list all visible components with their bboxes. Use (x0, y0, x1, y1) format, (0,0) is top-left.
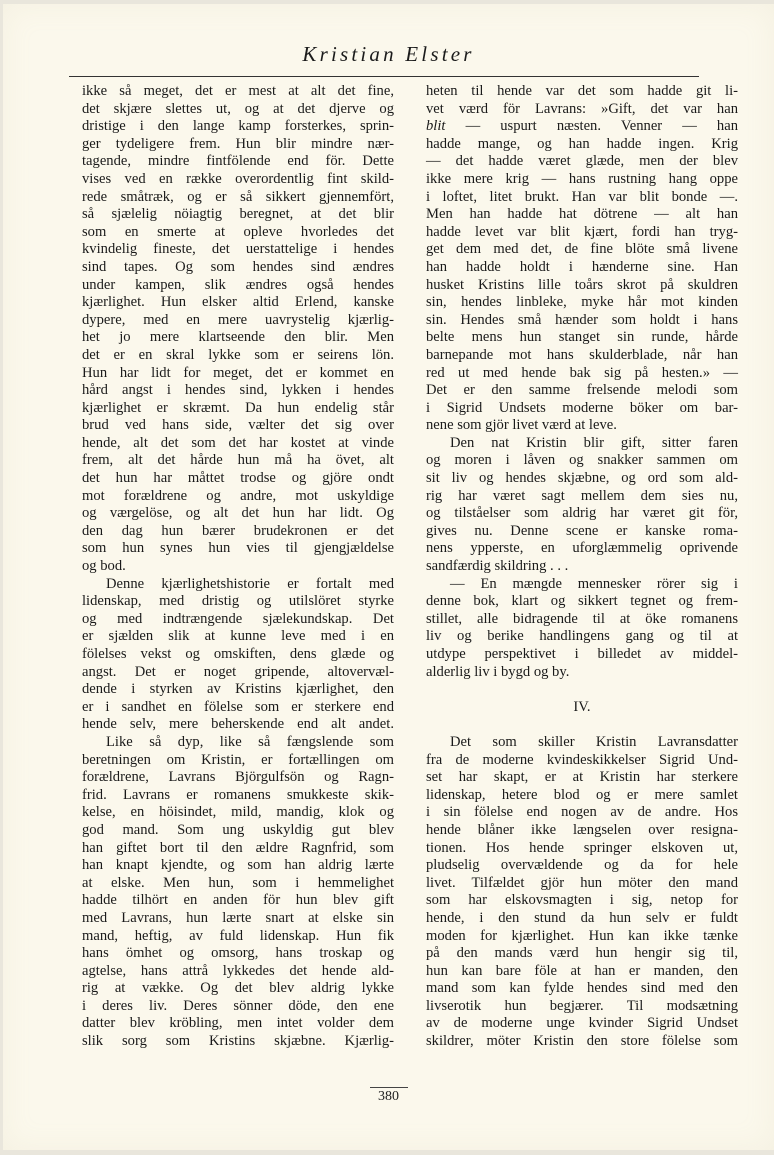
text-line: beretningen om Kristin, er fortællingen om (82, 751, 394, 768)
paragraph-start-line: — En mængde mennesker rörer sig i (450, 575, 738, 592)
text-line: forældrene, Lavrans Björgulfsön og Ragn- (82, 769, 394, 786)
text-line: hende, i den stund da hun selv er fuldt (426, 909, 738, 926)
text-line: og tilståelser som aldrig har været git för, (426, 505, 738, 522)
text-line: dypere, med en mere uavrystelig kjærlig- (82, 311, 394, 328)
spacer (426, 681, 738, 699)
text-line: fölelses vekst og omskiften, dens glæde og (82, 646, 394, 662)
text-line: hadde mange, og han hadde ingen. Krig (426, 135, 738, 152)
text-line: og med indtrængende sjælekundskap. Det (82, 610, 394, 627)
italic-word: blit (426, 118, 446, 135)
text-line: liv og berike handlingens gang og til at (426, 628, 738, 645)
text-line: tionen. Hos hende springer elskoven ut, (426, 839, 738, 856)
text-line: sit liv og hendes skjæbne, og ord som ald- (426, 470, 738, 487)
text-line: hadde levet var blit kjært, fordi han tryg- (426, 223, 738, 240)
text-line: dristige i den lange kamp forsterkes, sprin- (82, 118, 394, 135)
text-line: tagende, mindre fintfölende end för. Dette (82, 153, 394, 170)
text-fragment: — uspurt næsten. Venner — han (465, 118, 738, 135)
text-line: og moren i låven og snakker sammen om (426, 452, 738, 469)
text-line: rig har været sagt mellem dem sies nu, (426, 487, 738, 504)
text-line: belte mens hun stanget sin runde, hårde (426, 329, 738, 346)
running-header: Kristian Elster (302, 42, 475, 66)
paragraph-start-line: Like så dyp, like så fængslende som (106, 733, 394, 750)
paragraph-end-line: sandfærdig skildring . . . (426, 558, 569, 575)
text-line: frem, alt det hårde hun må ha övet, alt (82, 452, 394, 469)
text-line: av de moderne unge kvinder Sigrid Undset (426, 1015, 738, 1032)
left-column (82, 83, 394, 1051)
text-line: Men han hadde hat dötrene — alt han (426, 206, 738, 223)
text-line: — det hadde været glæde, men der blev (426, 153, 738, 170)
text-line: hadde tilhört en anden för hun blev gift (82, 892, 394, 909)
text-line: som hun synes hun vies til gjengjældelse (82, 540, 394, 557)
text-line: så sjælelig nöiagtig beregnet, at det blir (82, 206, 394, 223)
text-line: under kampen, slik ændres også hendes (82, 276, 394, 293)
text-line: utdype perspektivet i billedet av middel- (426, 646, 738, 662)
paragraph-start-line: Den nat Kristin blir gift, sitter faren (450, 434, 738, 451)
text-line: ikke så meget, det er mest at alt det fine, (82, 83, 394, 99)
text-line: red ut med hende bak sig på hesten.» — (426, 364, 738, 381)
text-line: skildrer, möter Kristin den store fölelse som (426, 1033, 738, 1050)
text-line: rede småtræk, og er så sikkert gjennemfört, (82, 188, 394, 205)
text-line: stillet, alle bidragende til at öke romanens (426, 610, 738, 627)
text-line: dende i styrken av Kristins kjærlighet, den (82, 681, 394, 698)
text-line: vet værd för Lavrans: »Gift, det var han (426, 100, 738, 117)
text-line: Det er den samme frelsende melodi som (426, 382, 738, 399)
text-line: han giftet bort til den ældre Ragnfrid, som (82, 839, 394, 856)
text-line: det skjære slettes ut, og at det djerve og (82, 100, 394, 117)
text-line: han hadde holdt i hænderne sine. Han (426, 258, 738, 275)
text-line: i sin fölelse end nogen av de andre. Hos (426, 804, 738, 821)
text-line: på den mands værd hun hengir sig til, (426, 945, 738, 962)
text-line: det er en skral lykke som er seirens lön. (82, 346, 394, 363)
text-line: frid. Lavrans er romanens smukkeste skik- (82, 786, 394, 803)
text-line: i deres liv. Deres sönner döde, den ene (82, 997, 394, 1014)
text-line: og værgelöse, og alt det hun har lidt. Og (82, 505, 394, 522)
folio-rule (370, 1087, 408, 1088)
text-line: sind tapes. Og som hendes sind ændres (82, 258, 394, 275)
text-line: kjærlighet er skræmt. Da hun endelig står (82, 399, 394, 416)
text-line: sin. Hendes små hænder som holdt i hans (426, 311, 738, 328)
header-rule (69, 76, 699, 77)
text-line: er sjælden slik at kunne leve med i en (82, 628, 394, 645)
text-line: agtelse, hans attrå lykkedes det hende ald- (82, 962, 394, 979)
text-line: get dem med det, de fine blöte små livene (426, 241, 738, 258)
text-line: pludselig overvældende og da for hele (426, 857, 738, 874)
text-line: denne bok, klart og sikkert tegnet og frem- (426, 593, 738, 610)
paragraph-end-line: hende selv, mere beherskende end alt andet. (82, 716, 394, 733)
text-line: gives nu. Denne scene er kanske roma- (426, 522, 738, 539)
spacer (426, 716, 738, 734)
text-line: han knapt kjendte, og som han aldrig lærte (82, 857, 394, 874)
text-line: i Sigrid Undsets moderne böker om bar- (426, 399, 738, 416)
text-line: lidenskap, med dristig og utilslöret styrke (82, 593, 394, 610)
text-line: husket Kristins lille toårs skrot på skuldren (426, 276, 738, 293)
text-line: moden for kjærlighet. Hun kan ikke tænke (426, 927, 738, 944)
text-line: rig at vække. Og det blev aldrig lykke (82, 980, 394, 997)
text-line: angst. Det er noget gripende, altovervæl- (82, 663, 394, 680)
text-line: slik sorg som Kristins skjæbne. Kjærlig- (82, 1033, 394, 1050)
right-column (426, 83, 738, 1051)
text-line: heten til hende var det som hadde git li- (426, 83, 738, 99)
text-line: hård angst i hendes sind, lykken i hendes (82, 382, 394, 399)
text-line: mand, heftig, av fuld lidenskap. Hun fik (82, 927, 394, 944)
page-number: 380 (378, 1089, 399, 1104)
text-line: nens ypperste, en uforglæmmelig oprivende (426, 540, 738, 557)
text-line: som en smerte at opleve hvorledes det (82, 223, 394, 240)
text-line: datter blev kröbling, men intet volder dem (82, 1015, 394, 1032)
paragraph-end-line: nene som gjör livet værd at leve. (426, 417, 617, 434)
paragraph-end-line: og bod. (82, 558, 126, 575)
text-line: som har elskovsmagten i sig, netop for (426, 892, 738, 909)
text-line: er i sandhet en fölelse som er sterkere end (82, 698, 394, 715)
page-footer (3, 1087, 774, 1105)
text-line: det hun har måttet trodse og gjöre ondt (82, 470, 394, 487)
text-line: ger tydeligere frem. Hun blir mindre nær- (82, 135, 394, 152)
text-line: hende blåner ikke længselen over resigna- (426, 821, 738, 838)
paragraph-start-line: Denne kjærlighetshistorie er fortalt med (106, 575, 394, 592)
text-line: barnepande mot hans skulderblade, når han (426, 346, 738, 363)
text-line: den dag hun bærer brudekronen er det (82, 522, 394, 539)
section-heading: IV. (573, 698, 591, 715)
text-line: kvindelig fineste, det uerstattelige i hendes (82, 241, 394, 258)
text-line: livet. Tilfældet gjör hun möter den mand (426, 874, 738, 891)
text-line: vises ved en række overordentlig fint skild- (82, 170, 394, 187)
text-line: sin, hendes linbleke, myke hår mot kinden (426, 294, 738, 311)
text-line: Hun har lidt for meget, det er kommet en (82, 364, 394, 381)
text-line: mand som kan fylde hendes sind med den (426, 980, 738, 997)
text-line: kjærlighet. Hun elsker altid Erlend, kanske (82, 294, 394, 311)
text-line: kelse, en höisindet, mild, mandig, klok og (82, 804, 394, 821)
text-line-with-italic (426, 118, 738, 136)
text-line: hun kan bare föle at han er manden, den (426, 962, 738, 979)
text-line: at elske. Men hun, som i hemmelighet (82, 874, 394, 891)
text-line: brud ved hans side, vælter det sig over (82, 417, 394, 434)
book-page (3, 4, 774, 1150)
text-line: lidenskap, hetere blod og er mere samlet (426, 786, 738, 803)
text-line: het jo mere klartseende den blir. Men (82, 329, 394, 346)
text-line: hans ömhet og omsorg, hans troskap og (82, 945, 394, 962)
text-line: fra de moderne kvindeskikkelser Sigrid Und- (426, 751, 738, 768)
text-line: mot forældrene og andre, mot uskyldige (82, 487, 394, 504)
text-line: med Lavrans, hun lærte snart at elske sin (82, 909, 394, 926)
text-line: hende, alt det som det har kostet at vinde (82, 434, 394, 451)
text-line: i loftet, litet brukt. Han var blit bonde —. (426, 188, 738, 205)
text-line: set har skapt, er at Kristin har sterkere (426, 769, 738, 786)
text-line: ikke mere krig — hans rustning hang oppe (426, 170, 738, 187)
paragraph-end-line: alderlig liv i bygd og by. (426, 663, 570, 680)
text-line: livserotik hun begjærer. Til modsætning (426, 997, 738, 1014)
paragraph-start-line: Det som skiller Kristin Lavransdatter (450, 733, 738, 750)
text-line: god mand. Som ung uskyldig gut blev (82, 821, 394, 838)
